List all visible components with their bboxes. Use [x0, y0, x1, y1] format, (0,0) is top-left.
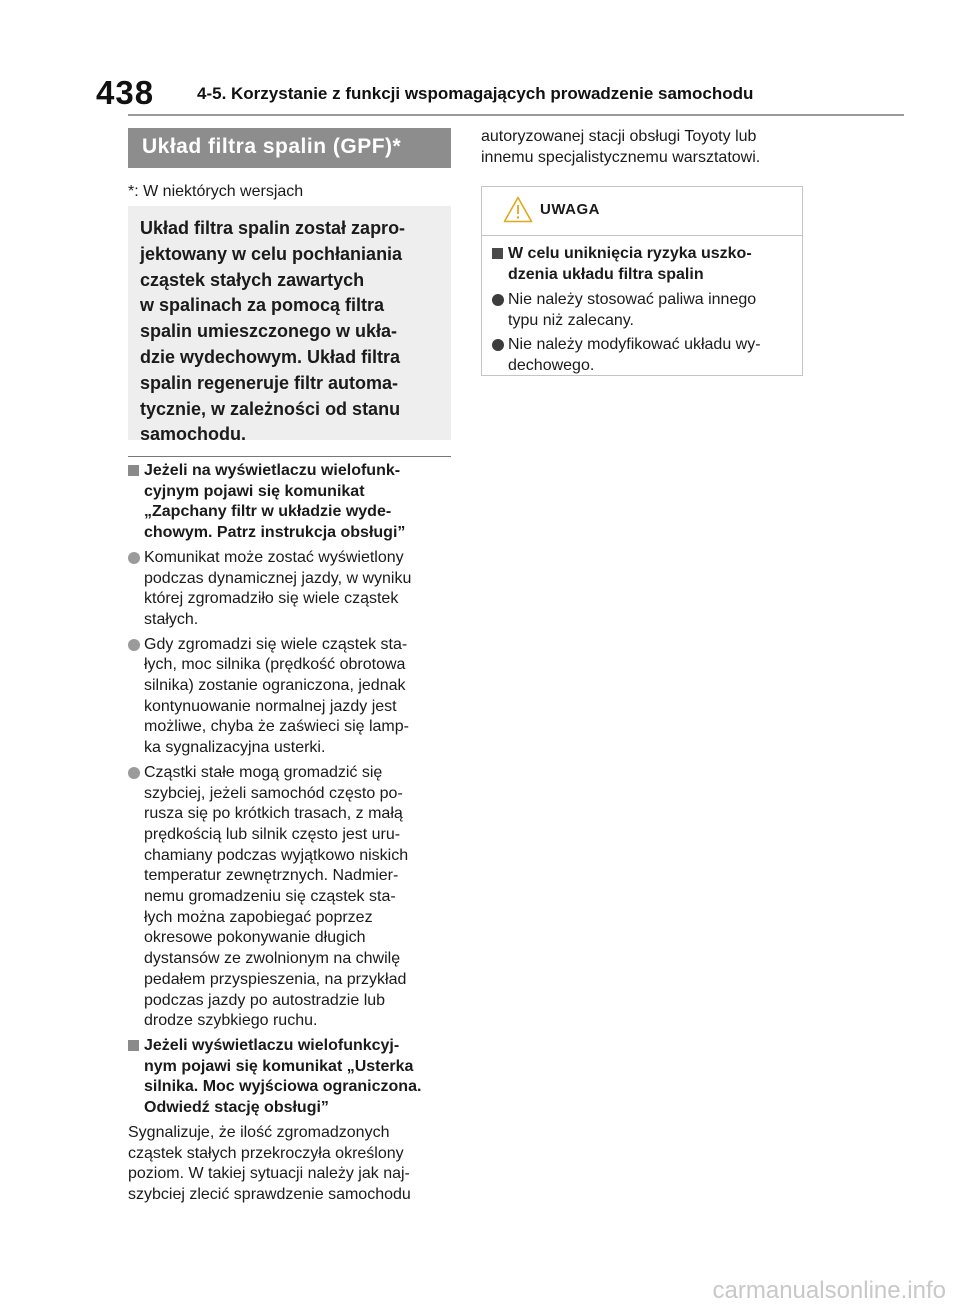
warning-bullet: [492, 290, 792, 331]
page-number: 438: [96, 74, 155, 111]
bullet-line: której zgromadziło się wiele cząstek: [144, 590, 399, 608]
intro-line: w spalinach za pomocą filtra: [140, 295, 385, 316]
paragraph-line: innemu specjalistycznemu warsztatowi.: [481, 148, 761, 166]
round-bullet-icon: [492, 339, 504, 351]
bullet-line: prędkością lub silnik często jest uru-: [144, 825, 401, 843]
intro-line: spalin regeneruje filtr automa-: [140, 372, 399, 393]
heading-line: nym pojawi się komunikat „Usterka: [144, 1057, 414, 1075]
warning-bullet: [492, 335, 792, 376]
paragraph-line: cząstek stałych przekroczyła określony: [128, 1144, 404, 1162]
heading-line: chowym. Patrz instrukcja obsługi”: [144, 524, 406, 542]
paragraph-line: Sygnalizuje, że ilość zgromadzonych: [128, 1123, 390, 1141]
round-bullet-icon: [492, 294, 504, 306]
bullet-line: Nie należy modyfikować układu wy-: [508, 336, 761, 354]
square-bullet-icon: [128, 465, 139, 476]
bullet-line: ka sygnalizacyjna usterki.: [144, 739, 326, 757]
section-title: Układ filtra spalin (GPF)*: [128, 128, 451, 168]
bullet-item: [128, 763, 451, 1032]
bullet-line: łych, moc silnika (prędkość obrotowa: [144, 656, 406, 674]
bullet-line: Cząstki stałe mogą gromadzić się: [144, 763, 383, 781]
bullet-line: stałych.: [144, 610, 199, 628]
bullet-item: [128, 635, 451, 759]
round-bullet-icon: [128, 767, 140, 779]
intro-line: spalin umieszczonego w ukła-: [140, 321, 398, 342]
bullet-line: dechowego.: [508, 356, 595, 374]
subsection-divider: [128, 456, 451, 457]
bullet-line: kontynuowanie normalnej jazdy jest: [144, 697, 397, 715]
bullet-line: Gdy zgromadzi się wiele cząstek sta-: [144, 635, 408, 653]
chapter-title: 4-5. Korzystanie z funkcji wspomagających prowadzenie samochodu: [197, 84, 754, 103]
heading-line: W celu uniknięcia ryzyka uszko-: [508, 245, 752, 263]
heading-line: dzenia układu filtra spalin: [508, 266, 704, 284]
bullet-line: silnika) zostanie ograniczona, jednak: [144, 677, 406, 695]
bullet-line: podczas dynamicznej jazdy, w wyniku: [144, 569, 412, 587]
heading-line: „Zapchany filtr w układzie wyde-: [144, 503, 392, 521]
intro-line: dzie wydechowym. Układ filtra: [140, 346, 401, 367]
bullet-line: dystansów ze zwolnionym na chwilę: [144, 950, 401, 968]
intro-line: samochodu.: [140, 424, 247, 445]
warning-title: UWAGA: [540, 201, 600, 219]
intro-box: [128, 206, 451, 445]
square-bullet-icon: [492, 248, 503, 259]
body-paragraph: [128, 1123, 451, 1206]
heading-line: cyjnym pojawi się komunikat: [144, 482, 365, 500]
footnote: *: W niektórych wersjach: [128, 183, 304, 200]
paragraph-line: poziom. W takiej sytuacji należy jak naj-: [128, 1165, 410, 1183]
warning-header: [482, 187, 802, 236]
bullet-line: Nie należy stosować paliwa innego: [508, 290, 757, 308]
bullet-line: podczas jazdy po autostradzie lub: [144, 991, 386, 1009]
intro-line: Układ filtra spalin został zapro-: [140, 218, 406, 238]
bullet-line: drodze szybkiego ruchu.: [144, 1012, 318, 1030]
heading-line: Jeżeli na wyświetlaczu wielofunk-: [144, 462, 401, 479]
intro-line: cząstek stałych zawartych: [140, 269, 365, 290]
header-divider: [128, 114, 904, 116]
intro-line: jektowany w celu pochłaniania: [140, 243, 403, 264]
square-bullet-icon: [128, 1040, 139, 1051]
bullet-line: chamiany podczas wyjątkowo niskich: [144, 846, 409, 864]
subsection-heading-engine-malfunction: [128, 1036, 451, 1119]
paragraph-line: autoryzowanej stacji obsługi Toyoty lub: [481, 128, 757, 145]
subsection-heading-filter-clogged: [128, 461, 451, 544]
bullet-line: łych można zapobiegać poprzez: [144, 908, 373, 926]
warning-heading: [492, 244, 792, 285]
bullet-line: okresowe pokonywanie długich: [144, 929, 366, 947]
round-bullet-icon: [128, 639, 140, 651]
continuation-paragraph: [481, 127, 803, 168]
bullet-line: typu niż zalecany.: [508, 311, 634, 329]
right-column: [481, 127, 803, 376]
watermark: carmanualsonline.info: [712, 1277, 946, 1304]
intro-line: tycznie, w zależności od stanu: [140, 398, 401, 419]
round-bullet-icon: [128, 552, 140, 564]
bullet-line: temperatur zewnętrznych. Nadmier-: [144, 867, 399, 885]
heading-line: silnika. Moc wyjściowa ograniczona.: [144, 1078, 422, 1096]
bullet-line: Komunikat może zostać wyświetlony: [144, 548, 404, 566]
bullet-line: możliwe, chyba że zaświeci się lamp-: [144, 718, 409, 736]
bullet-line: pedałem przyspieszenia, na przykład: [144, 970, 407, 988]
heading-line: Jeżeli wyświetlaczu wielofunkcyj-: [144, 1036, 400, 1054]
heading-line: Odwiedź stację obsługi”: [144, 1099, 329, 1117]
warning-box: [481, 186, 803, 376]
warning-triangle-icon: [503, 196, 533, 223]
paragraph-line: szybciej zlecić sprawdzenie samochodu: [128, 1185, 411, 1203]
bullet-item: [128, 548, 451, 631]
bullet-line: szybciej, jeżeli samochód często po-: [144, 784, 403, 802]
bullet-line: rusza się po krótkich trasach, z małą: [144, 805, 403, 823]
bullet-line: nemu gromadzeniu się cząstek sta-: [144, 888, 396, 906]
left-column: [128, 456, 451, 1206]
